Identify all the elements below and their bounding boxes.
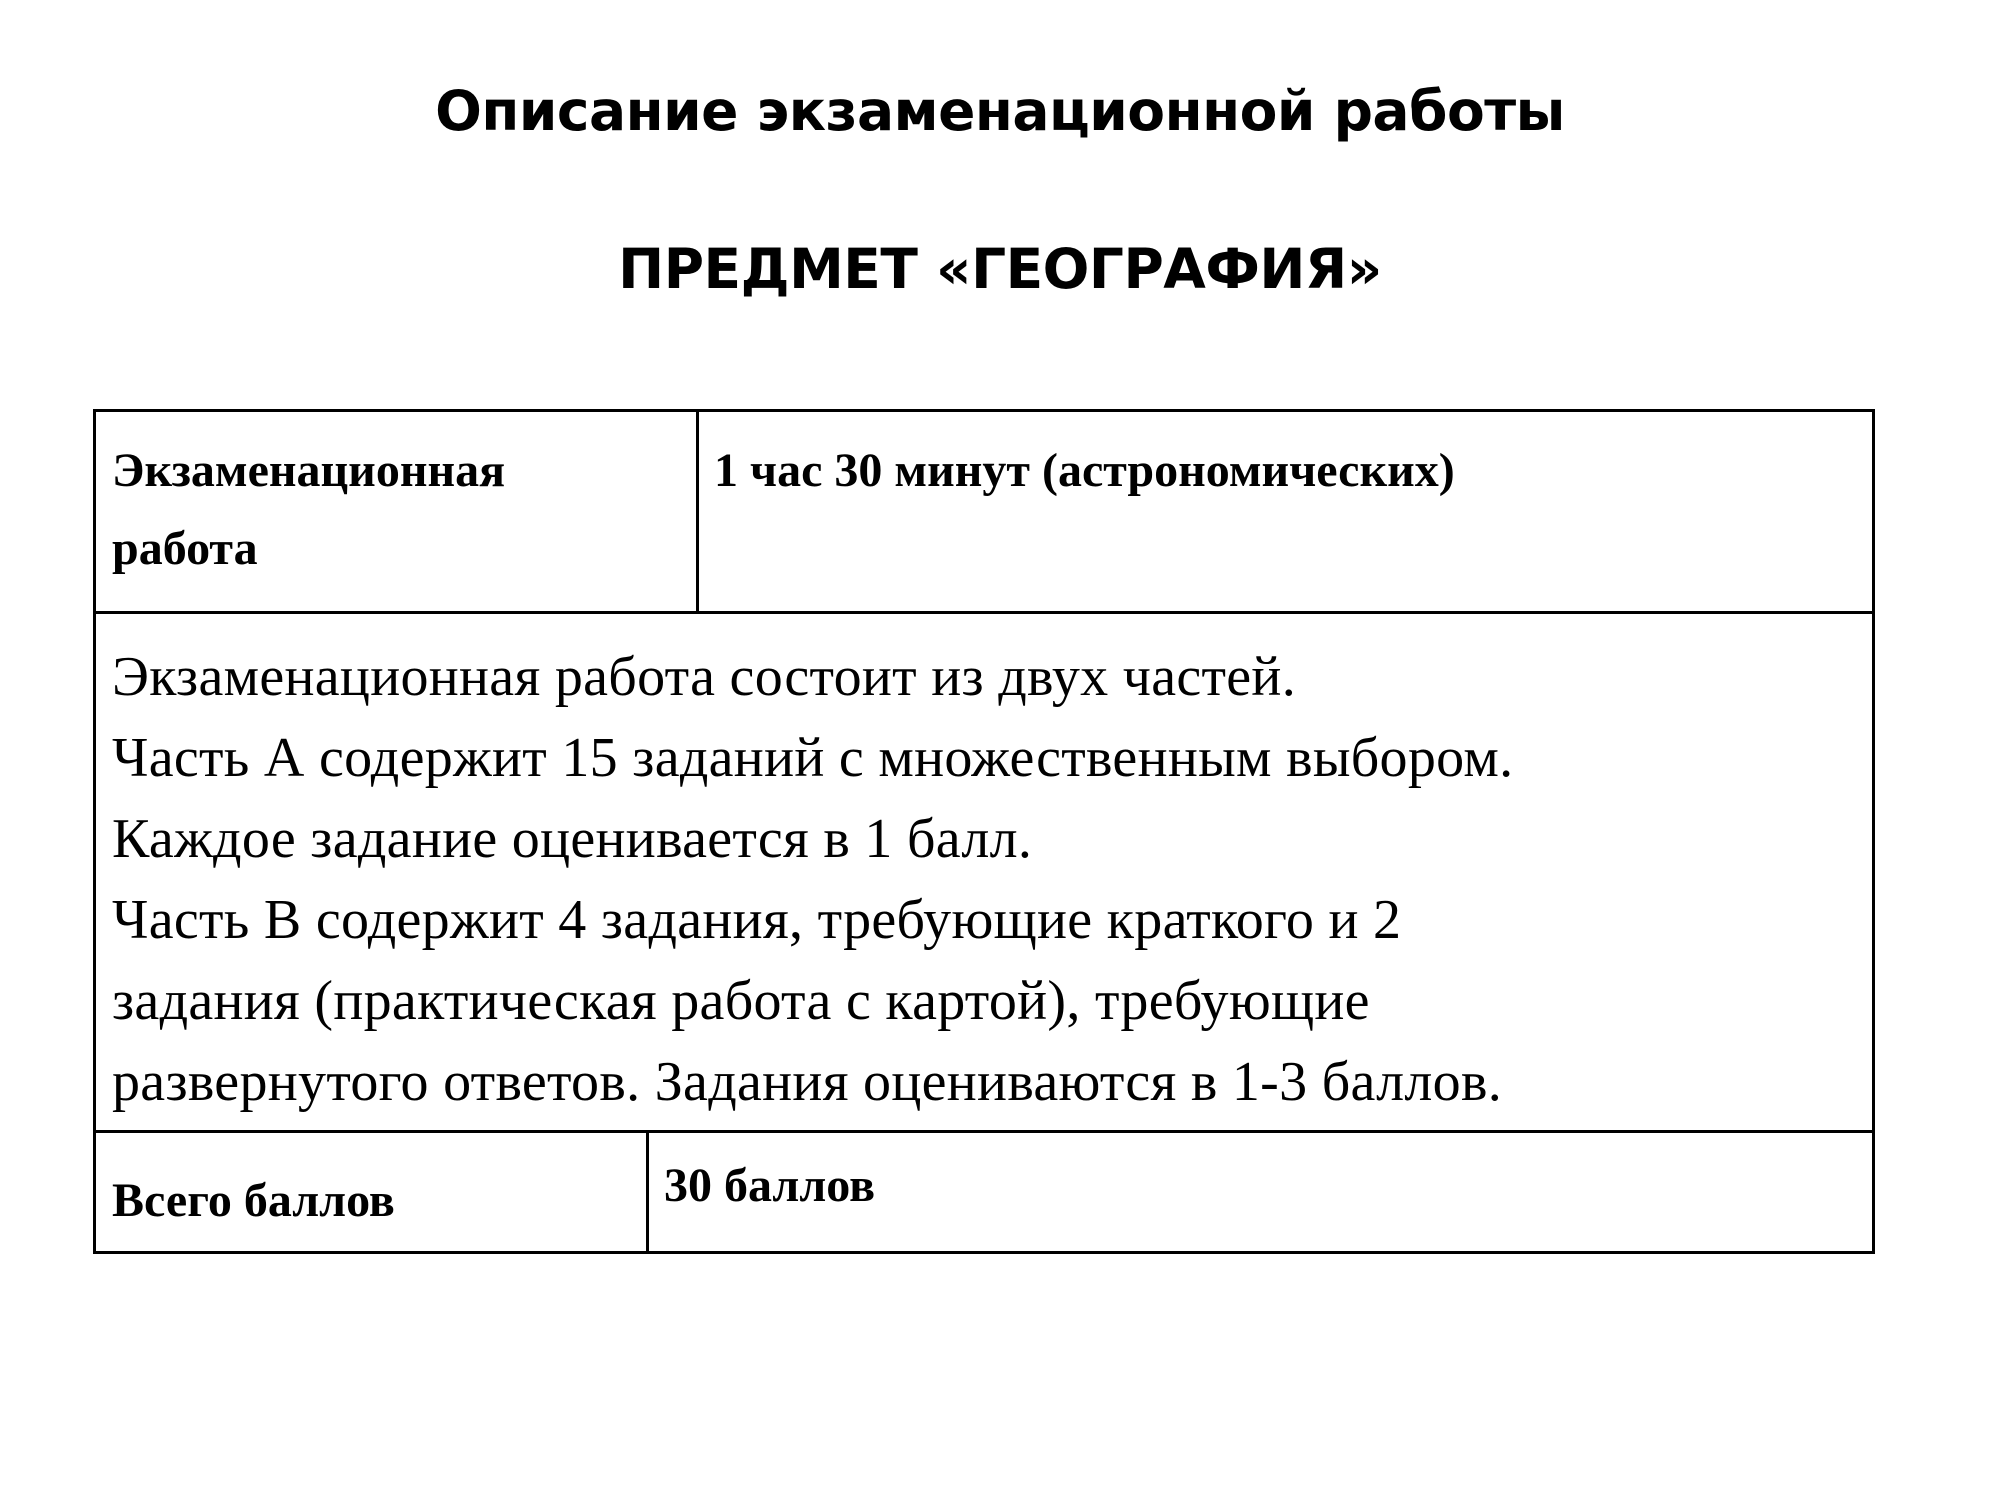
column-divider — [646, 1130, 649, 1254]
description-line: Часть В содержит 4 задания, требующие краткого и 2 — [112, 889, 1402, 951]
description-line: задания (практическая работа с картой), требующие — [112, 970, 1370, 1032]
exam-duration-label-line2: работа — [112, 522, 258, 575]
description-line: развернутого ответов. Задания оцениваются в 1-3 баллов. — [112, 1051, 1503, 1113]
total-score-value: 30 баллов — [664, 1159, 876, 1212]
exam-duration-label — [112, 432, 505, 588]
total-score-label: Всего баллов — [112, 1174, 395, 1227]
description-line: Каждое задание оценивается в 1 балл. — [112, 808, 1033, 870]
exam-duration-label-line1: Экзаменационная — [112, 444, 506, 497]
exam-duration-value: 1 час 30 минут (астрономических) — [714, 444, 1455, 497]
description-line: Часть А содержит 15 заданий с множественным выбором. — [112, 727, 1514, 789]
description-line: Экзаменационная работа состоит из двух частей. — [112, 646, 1297, 708]
column-divider — [696, 412, 699, 611]
subject-heading: ПРЕДМЕТ «ГЕОГРАФИЯ» — [618, 237, 1382, 301]
exam-structure-description — [112, 637, 1513, 1123]
document-title: Описание экзаменационной работы — [435, 79, 1565, 143]
row-divider — [96, 611, 1872, 614]
exam-description-table — [93, 409, 1875, 1254]
row-divider — [96, 1130, 1872, 1133]
